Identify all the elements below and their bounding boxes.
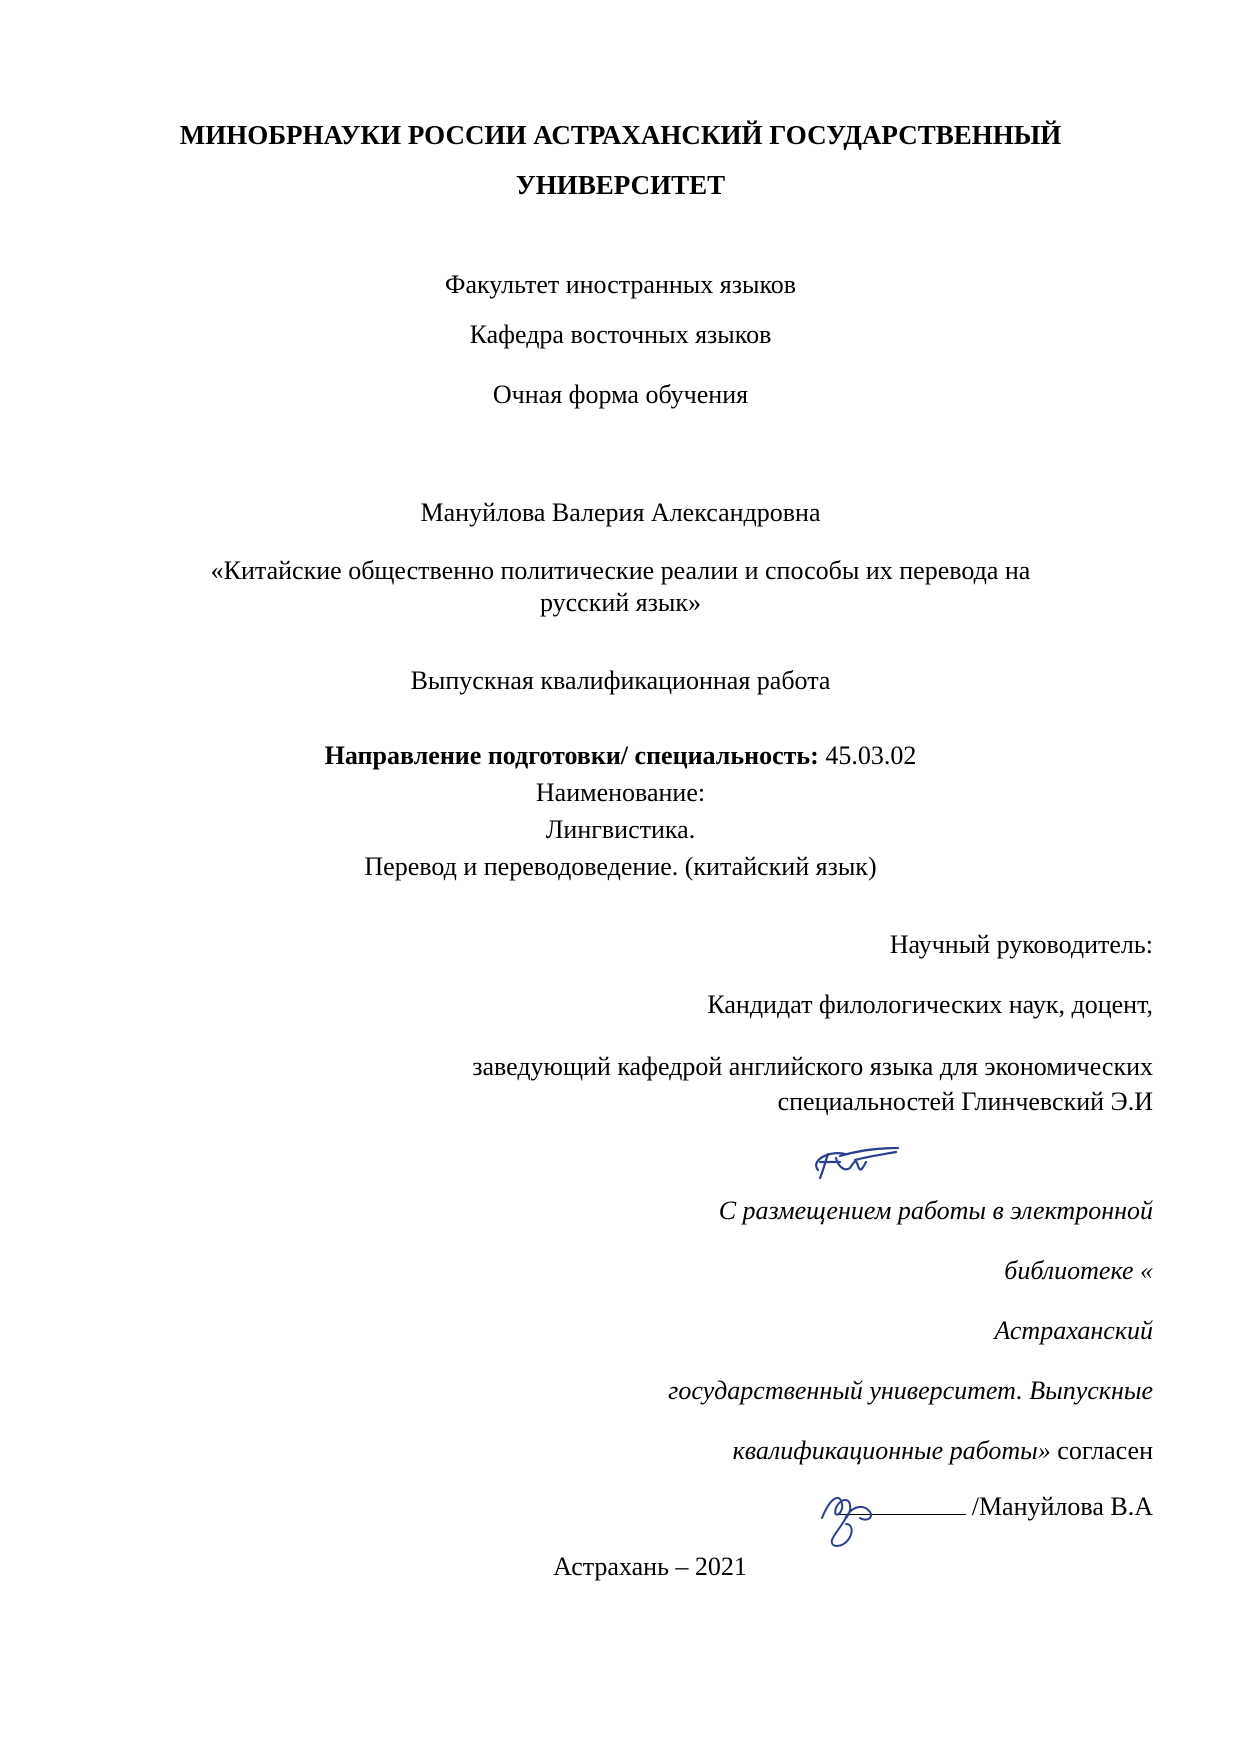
consent-line-5-italic: квалификационные работы» (732, 1436, 1051, 1465)
faculty-name: Факультет иностранных языков (444, 270, 797, 299)
author-name: Мануйлова Валерия Александровна (420, 498, 821, 527)
work-type: Выпускная квалификационная работа (410, 666, 831, 695)
author-signature-name: /Мануйлова В.А (971, 1492, 1153, 1521)
direction-code: 45.03.02 (818, 741, 917, 770)
thesis-title-line-2: русский язык» (539, 588, 702, 617)
consent-line-2: библиотеке « (1004, 1256, 1153, 1285)
supervisor-heading: Научный руководитель: (889, 930, 1153, 959)
direction-profile: Перевод и переводоведение. (китайский язык) (364, 852, 877, 881)
supervisor-position-line-2: специальностей Глинчевский Э.И (777, 1087, 1153, 1116)
study-form: Очная форма обучения (492, 380, 749, 409)
consent-line-4: государственный университет. Выпускные (668, 1376, 1153, 1405)
direction-name-value: Лингвистика. (545, 815, 696, 844)
direction-label: Направление подготовки/ специальность: (324, 741, 819, 770)
ministry-line-1: МИНОБРНАУКИ РОССИИ АСТРАХАНСКИЙ ГОСУДАРСТВЕННЫЙ (179, 120, 1062, 150)
direction-line (100, 741, 1141, 771)
author-signature-line (300, 1492, 1153, 1522)
supervisor-signature (800, 1140, 900, 1185)
consent-line-1: С размещением работы в электронной (718, 1196, 1153, 1225)
department-name: Кафедра восточных языков (469, 320, 772, 349)
supervisor-position-line-1: заведующий кафедрой английского языка для экономических (472, 1052, 1153, 1081)
consent-line-3: Астраханский (994, 1316, 1153, 1345)
thesis-title-line-1: «Китайские общественно политические реалии и способы их перевода на (210, 556, 1031, 585)
author-signature (812, 1478, 892, 1553)
direction-name-label: Наименование: (535, 778, 706, 807)
ministry-line-2: УНИВЕРСИТЕТ (515, 170, 726, 200)
city-year: Астрахань – 2021 (553, 1552, 747, 1581)
consent-line-5 (300, 1436, 1153, 1466)
supervisor-degree: Кандидат филологических наук, доцент, (707, 990, 1153, 1019)
consent-line-5-plain: согласен (1050, 1436, 1153, 1465)
